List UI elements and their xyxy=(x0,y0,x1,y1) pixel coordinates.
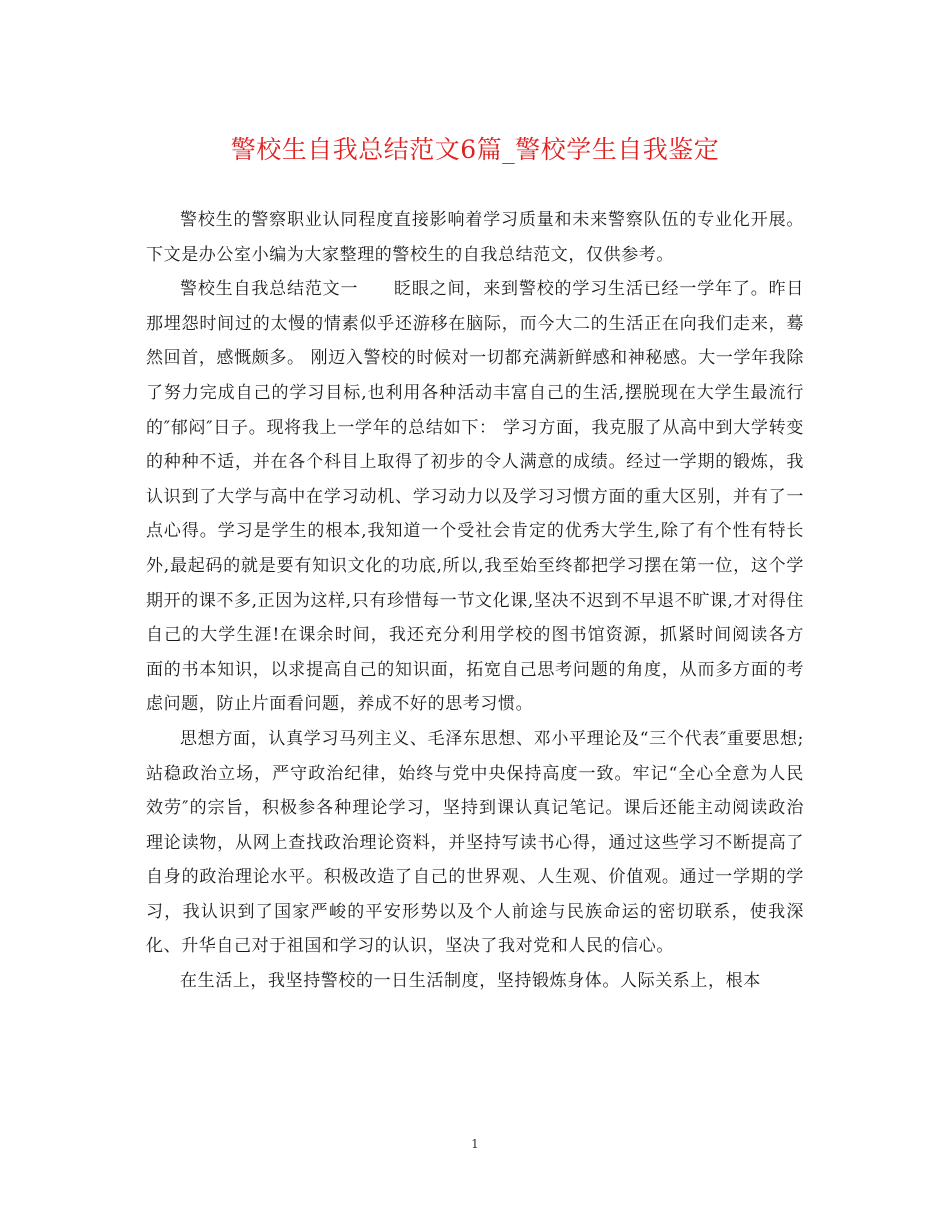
paragraph-life: 在生活上，我坚持警校的一日生活制度，坚持锻炼身体。人际关系上，根本 xyxy=(180,971,761,992)
document-title: 警校生自我总结范文6篇_警校学生自我鉴定 xyxy=(230,135,720,164)
page-number: 1 xyxy=(471,1137,479,1151)
paragraph-sample-one-study: 警校生自我总结范文一 眨眼之间，来到警校的学习生活已经一学年了。昨日那埋怨时间过的太慢的情素似乎还游移在脑际，而今大二的生活正在向我们走来，蓦然回首，感慨颇多。 刚迈入警校的时候对一切都充满新鲜感和神秘感。大一学年我除了努力完成自己的学习目标,也利用各种活动丰富自己的生活,摆脱现在大学生最流行的″郁闷″日子。现将我上一学年的总结如下： 学习方面，我克服了从高中到大学转变的种种不适，并在各个科目上取得了初步的令人满意的成绩。经过一学期的锻炼，我认识到了大学与高中在学习动机、学习动力以及学习习惯方面的重大区别，并有了一点心得。学习是学生的根本,我知道一个受社会肯定的优秀大学生,除了有个性有特长外,最起码的就是要有知识文化的功底,所以,我至始至终都把学习摆在第一位，这个学期开的课不多,正因为这样,只有珍惜每一节文化课,坚决不迟到不早退不旷课,才对得住自己的大学生涯!在课余时间，我还充分利用学校的图书馆资源，抓紧时间阅读各方面的书本知识，以求提高自己的知识面，拓宽自己思考问题的角度，从而多方面的考虑问题，防止片面看问题，养成不好的思考习惯。 xyxy=(146,279,805,715)
document-body xyxy=(146,203,804,999)
paragraph-intro: 警校生的警察职业认同程度直接影响着学习质量和未来警察队伍的专业化开展。下文是办公室小编为大家整理的警校生的自我总结范文，仅供参考。 xyxy=(146,210,804,265)
paragraph-thought: 思想方面，认真学习马列主义、毛泽东思想、邓小平理论及“三个代表″重要思想;站稳政治立场，严守政治纪律，始终与党中央保持高度一致。牢记“全心全意为人民效劳″的宗旨，积极参各种理论学习，坚持到课认真记笔记。课后还能主动阅读政治理论读物，从网上查找政治理论资料，并坚持写读书心得，通过这些学习不断提高了自身的政治理论水平。积极改造了自己的世界观、人生观、价值观。通过一学期的学习，我认识到了国家严峻的平安形势以及个人前途与民族命运的密切联系，使我深化、升华自己对于祖国和学习的认识，坚决了我对党和人民的信心。 xyxy=(146,728,804,957)
